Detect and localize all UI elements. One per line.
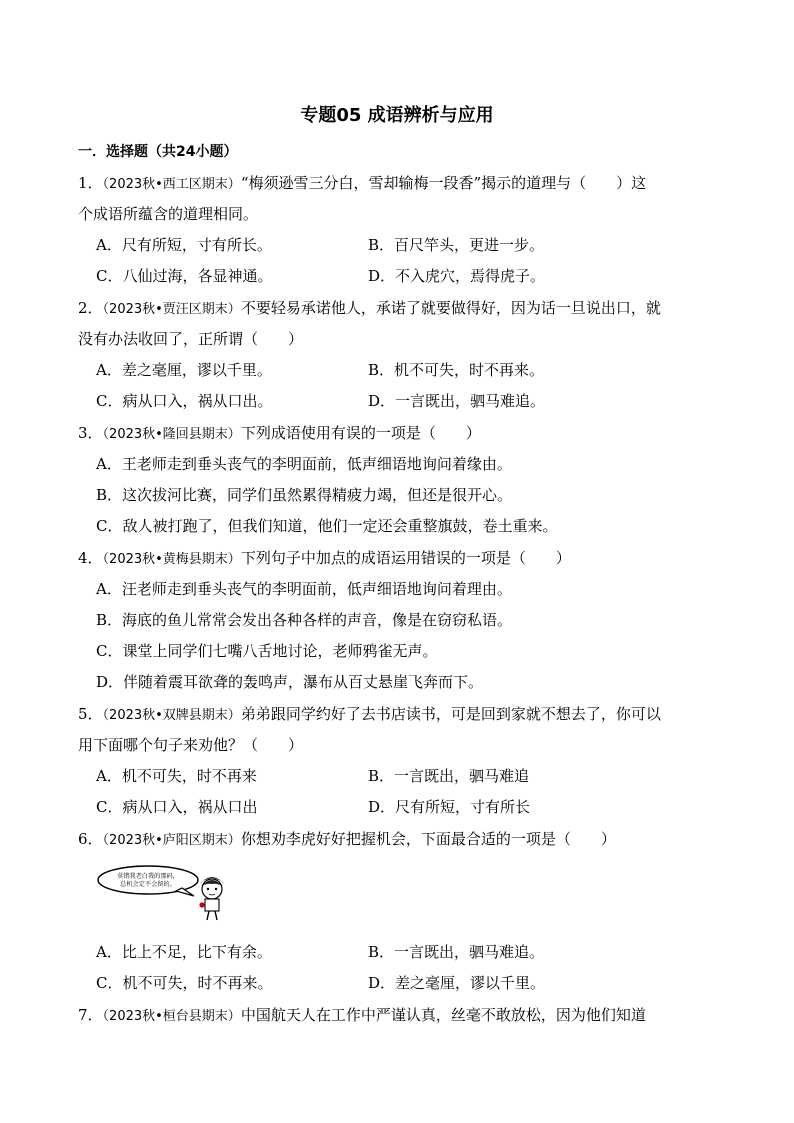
question-3-line-1 bbox=[78, 422, 720, 446]
option-c[interactable]: C．八仙过海，各显神通。 bbox=[96, 267, 273, 285]
option-a[interactable]: A．汪老师走到垂头丧气的李明面前，低声细语地询问着理由。 bbox=[96, 580, 512, 598]
question-text: 中国航天人在工作中严谨认真，丝毫不敢放松，因为他们知道 bbox=[240, 1006, 646, 1024]
option-a[interactable]: A．王老师走到垂头丧气的李明面前，低声细语地询问着缘由。 bbox=[96, 455, 512, 473]
bubble-text-2: 总机会定不会留的。 bbox=[120, 881, 176, 888]
option-a[interactable]: A．机不可失，时不再来 bbox=[96, 767, 257, 785]
question-source: （2023秋•贾汪区期末） bbox=[102, 302, 241, 317]
question-source: （2023秋•桓台县期末） bbox=[102, 1009, 241, 1024]
question-text: 下列成语使用有误的一项是（ ） bbox=[240, 424, 481, 442]
option-d[interactable]: D．尺有所短，寸有所长 bbox=[368, 798, 531, 816]
question-2-line-2: 没有办法收回了，正所谓（ ） bbox=[78, 330, 304, 348]
option-b[interactable]: B．这次拔河比赛，同学们虽然累得精疲力竭，但还是很开心。 bbox=[96, 486, 513, 504]
question-source: （2023秋•庐阳区期末） bbox=[102, 833, 241, 848]
option-b[interactable]: B．一言既出，驷马难追 bbox=[368, 767, 530, 785]
question-number: 4． bbox=[78, 549, 103, 567]
question-number: 2． bbox=[78, 299, 103, 317]
option-b[interactable]: B．海底的鱼儿常常会发出各种各样的声音，像是在窃窃私语。 bbox=[96, 611, 513, 629]
question-number: 5． bbox=[78, 705, 103, 723]
option-a[interactable]: A．比上不足，比下有余。 bbox=[96, 943, 272, 961]
question-number: 7． bbox=[78, 1006, 103, 1024]
question-text: 下列句子中加点的成语运用错误的一项是（ ） bbox=[240, 549, 571, 567]
option-c[interactable]: C．病从口入，祸从口出 bbox=[96, 798, 258, 816]
question-2-line-1 bbox=[78, 297, 720, 321]
question-number: 1． bbox=[78, 174, 103, 192]
question-7-line-1 bbox=[78, 1004, 720, 1028]
option-b[interactable]: B．机不可失，时不再来。 bbox=[368, 361, 545, 379]
boy-figure bbox=[199, 877, 224, 920]
question-source: （2023秋•西工区期末） bbox=[102, 177, 241, 192]
question-1-line-2: 个成语所蕴含的道理相同。 bbox=[78, 205, 259, 223]
option-a[interactable]: A．尺有所短，寸有所长。 bbox=[96, 236, 272, 254]
page-title: 专题05 成语辨析与应用 bbox=[300, 105, 494, 126]
question-5-line-2: 用下面哪个句子来劝他？（ ） bbox=[78, 736, 304, 754]
option-b[interactable]: B．一言既出，驷马难追。 bbox=[368, 943, 545, 961]
option-c[interactable]: C．敌人被打跑了，但我们知道，他们一定还会重整旗鼓，卷土重来。 bbox=[96, 517, 558, 535]
option-c[interactable]: C．课堂上同学们七嘴八舌地讨论，老师鸦雀无声。 bbox=[96, 642, 438, 660]
question-number: 3． bbox=[78, 424, 103, 442]
question-text: 不要轻易承诺他人，承诺了就要做得好，因为话一旦说出口，就 bbox=[240, 299, 661, 317]
cartoon-illustration bbox=[96, 862, 246, 924]
section-heading: 一．选择题（共24小题） bbox=[78, 144, 238, 160]
option-d[interactable]: D．一言既出，驷马难追。 bbox=[368, 392, 546, 410]
question-number: 6． bbox=[78, 830, 103, 848]
option-d[interactable]: D．差之毫厘，谬以千里。 bbox=[368, 974, 546, 992]
question-source: （2023秋•黄梅县期末） bbox=[102, 552, 241, 567]
question-text: “梅须逊雪三分白，雪却输梅一段香”揭示的道理与（ ）这 bbox=[240, 174, 647, 192]
bubble-text-1: 莫错我老白我的那码， bbox=[117, 873, 179, 880]
option-c[interactable]: C．机不可失，时不再来。 bbox=[96, 974, 273, 992]
question-6-line-1 bbox=[78, 828, 720, 852]
question-4-line-1 bbox=[78, 547, 720, 571]
question-text: 弟弟跟同学约好了去书店读书，可是回到家就不想去了，你可以 bbox=[240, 705, 661, 723]
option-b[interactable]: B．百尺竿头，更进一步。 bbox=[368, 236, 545, 254]
option-a[interactable]: A．差之毫厘，谬以千里。 bbox=[96, 361, 272, 379]
question-5-line-1 bbox=[78, 703, 720, 727]
question-text: 你想劝李虎好好把握机会，下面最合适的一项是（ ） bbox=[240, 830, 616, 848]
question-source: （2023秋•双牌县期末） bbox=[102, 708, 241, 723]
question-source: （2023秋•隆回县期末） bbox=[102, 427, 241, 442]
option-d[interactable]: D．不入虎穴，焉得虎子。 bbox=[368, 267, 546, 285]
option-d[interactable]: D．伴随着震耳欲聋的轰鸣声，瀑布从百丈悬崖飞奔而下。 bbox=[96, 673, 484, 691]
question-1-line-1 bbox=[78, 172, 720, 196]
option-c[interactable]: C．病从口入，祸从口出。 bbox=[96, 392, 273, 410]
